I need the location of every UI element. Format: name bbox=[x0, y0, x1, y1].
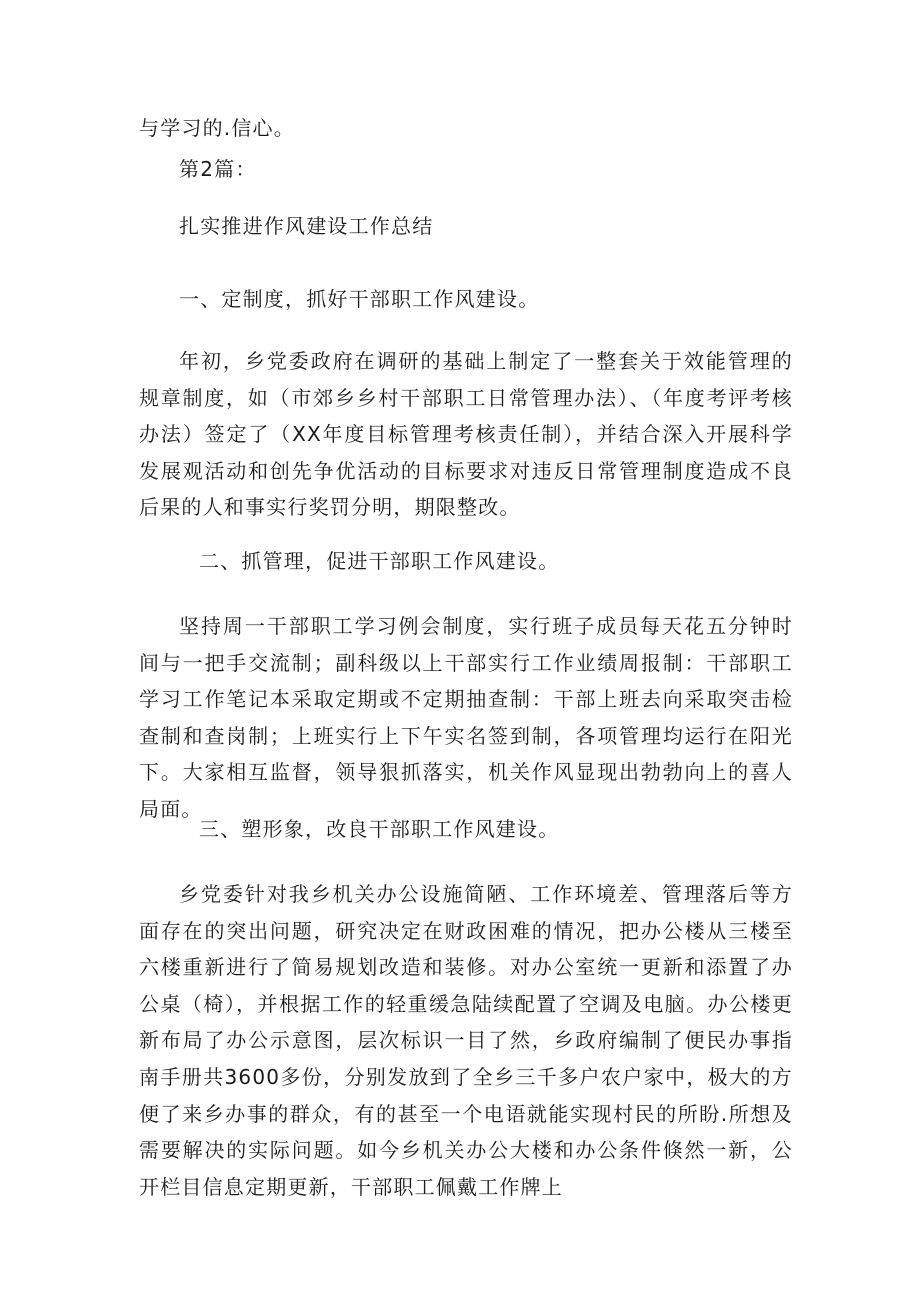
section-heading: 三、塑形象，改良干部职工作风建设。 bbox=[199, 817, 560, 841]
section-heading: 一、定制度，抓好干部职工作风建设。 bbox=[179, 287, 540, 311]
section-paragraph: 乡党委针对我乡机关办公设施简陋、工作环境差、管理落后等方面存在的突出问题，研究决定在财政困难的情况，把办公楼从三楼至六楼重新进行了简易规划改造和装修。对办公室统一更新和添置了办公桌（椅），并根据工作的轻重缓急陆续配置了空调及电脑。办公楼更新布局了办公示意图，层次标识一目了然，乡政府编制了便民办事指南手册共3600多份，分别发放到了全乡三千多户农户家中，极大的方便了来乡办事的群众，有的甚至一个电语就能实现村民的所盼.所想及需要解决的实际问题。如今乡机关办公大楼和办公条件倏然一新，公开栏目信息定期更新，干部职工佩戴工作牌上 bbox=[139, 882, 793, 1199]
continuation-text: 与学习的.信心。 bbox=[139, 116, 295, 140]
chapter-title: 扎实推进作风建设工作总结 bbox=[179, 214, 434, 238]
section-paragraph: 坚持周一干部职工学习例会制度，实行班子成员每天花五分钟时间与一把手交流制；副科级以上干部实行工作业绩周报制：干部职工学习工作笔记本采取定期或不定期抽查制：干部上班去向采取突击检查制和查岗制；上班实行上下午实名签到制，各项管理均运行在阳光下。大家相互监督，领导狠抓落实，机关作风显现出勃勃向上的喜人局面。 bbox=[139, 614, 793, 821]
section-heading: 二、抓管理，促进干部职工作风建设。 bbox=[199, 549, 560, 573]
chapter-label: 第2篇： bbox=[179, 157, 257, 181]
section-paragraph: 年初，乡党委政府在调研的基础上制定了一整套关于效能管理的规章制度，如（市郊乡乡村干部职工日常管理办法）、（年度考评考核办法）签定了（XX年度目标管理考核责任制），并结合深入开展科学发展观活动和创先争优活动的目标要求对违反日常管理制度造成不良后果的人和事实行奖罚分明，期限整改。 bbox=[139, 349, 793, 520]
